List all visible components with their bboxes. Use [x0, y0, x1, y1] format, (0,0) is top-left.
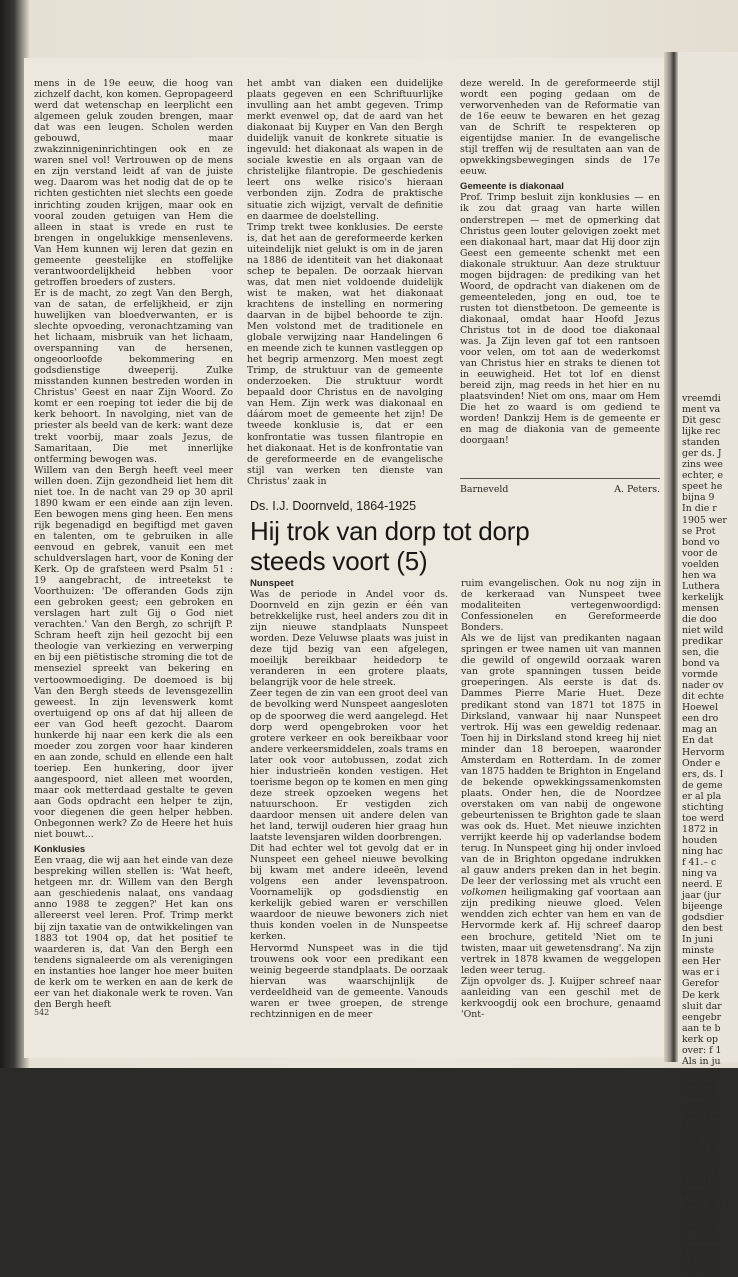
facing-page-line: maar é	[682, 1144, 716, 1156]
facing-page-line: minste	[682, 945, 715, 957]
facing-page-line: was er i	[682, 967, 720, 979]
page-number: 542	[34, 1008, 50, 1017]
facing-page-line: toe werd	[682, 812, 724, 824]
paragraph: mens in de 19e eeuw, die hoog van zichzelf dacht, kon komen. Gepropageerd werd dat wetenschap en leerplicht een algemeen geluk zouden brengen, maar dat was een leugen. Scholen werden gebouwd, maar zwakzinnigeninrichtingen ook en ze waren snel vol! Vertrouwen op de mens en zijn verstand leidt af van de juiste weg. Daarom was het nodig dat de op te richten gestichten niet slechts een goede inrichting zouden krijgen, maar ook en vooral zouden getuigen van Hem die alleen in staat is vrede en rust te brengen in ongelukkige mensenlevens. Van Hem kunnen wij leren dat gezin en gemeente geestelijke en stoffelijke verantwoordelijkheid hebben voor getroffen broeders of zusters.	[34, 78, 233, 288]
facing-page-line: Hoewel	[682, 702, 718, 714]
facing-page-line: vormde	[682, 669, 718, 681]
paragraph: Een vraag, die wij aan het einde van deze bespreking willen stellen is: 'Wat heeft, hetgeen mr. dr. Willem van den Bergh aan geschiedenis nalaat, ons vandaag anno 1988 te zeggen?' Het kan ons allereerst veel leren. Prof. Trimp merkt bij zijn taxatie van de ontwikkelingen van 1883 tot 1904 op, dat het positief te waarderen is, dat Van den Bergh een tendens signaleerde om als verenigingen en instanties hoe langer hoe meer buiten de kerk om te werken en aan de kerk de eer van het diakonale werk te roven. Van den Bergh heeft	[34, 855, 233, 1010]
facing-page-line: bond vo	[682, 536, 720, 548]
text-run: Als we de lijst van predikanten nagaan springen er twee namen uit van mannen die gewild of ongewild oorzaak waren van grote spanningen tussen beide groeperingen. Als eerste is dat ds. Dammes Pierre Marie Huet. Deze predikant stond van 1871 tot 1875 in Dirksland, vanwaar hij naar Nunspeet vertrok. Hij was een geweldig redenaar. Toen hij in Dirksland stond kreeg hij niet minder dan 18 beroepen, waaronder Amsterdam en Rotterdam. In de zomer van 1875 hadden te Brighton in Engeland de bekende opwekkingssamenkomsten plaats. Onder hen, die de Noordzee overstaken om van nabij de ongewone gebeurtenissen te Brighton gade te slaan was ook ds. Huet. Met nieuwe inzichten verrijkt keerde hij op vaderlandse bodem terug. In Nunspeet ging hij onder invloed van de in Brighton opgedane indrukken al gauw anders preken dan in het begin. De leer der verlossing met als vrucht een	[461, 633, 661, 888]
facing-page-line: ken. Da	[682, 1177, 719, 1189]
facing-page-line: Christel	[682, 1254, 720, 1266]
facing-page-line: In juni	[682, 934, 713, 946]
signature-place: Barneveld	[460, 484, 509, 495]
facing-page-line: godsdier	[682, 912, 724, 924]
facing-page-line: 1872 in	[682, 823, 718, 835]
paragraph: ruim evangelischen. Ook nu nog zijn in de kerkeraad van Nunspeet twee modaliteiten vertegenwoordigd: Confessionelen en Gereformeerde Bonders.	[461, 578, 661, 634]
facing-page-line: Als in ju	[682, 1055, 721, 1067]
facing-page-line: En dat	[682, 735, 714, 747]
text-column-3	[460, 78, 660, 478]
facing-page-line: voor de	[682, 547, 718, 559]
facing-page-line: standen	[682, 437, 720, 449]
facing-page-line: voelden	[682, 558, 720, 570]
facing-page-line: niet lijd	[682, 1265, 719, 1277]
text-column-5	[461, 578, 661, 1018]
facing-page-line: verteld.	[682, 1088, 719, 1100]
facing-page-line: echter, e	[682, 470, 724, 482]
facing-page-line: die doo	[682, 613, 717, 625]
facing-page-line: lijk ond	[682, 1122, 718, 1134]
facing-page-line: sen, die	[682, 647, 719, 659]
facing-page-line: Luthera	[682, 580, 720, 592]
facing-page-line: stichting	[682, 801, 724, 813]
facing-page-line: predikar	[682, 636, 723, 648]
paragraph: Hervormd Nunspeet was in die tijd trouwens ook voor een predikant een weinig begeerde standplaats. De oorzaak hiervan was waarschijnlijk de verdeeldheid van de gemeente. Vanouds waren er twee groepen, de strenge rechtzinnigen en de meer	[250, 942, 448, 1020]
facing-page-line: daarna	[682, 1077, 716, 1089]
paragraph: Er is de macht, zo zegt Van den Bergh, van de satan, de erfelijkheid, er zijn huwelijken van bloedverwanten, er is slechte opvoeding, veronachtzaming van het lichaam, misbruik van het lichaam, overspanning van de hersenen, ongeoorloofde bekommering en godsdienstige dweeperij. Zulke misstanden kunnen bestreden worden in Christus' Geest en naar Zijn Woord. Zo komt er een roeping tot ieder die bij de kerk behoort. In navolging, niet van de priester als beeld van de kerk: want deze trekt voorbij, maar zoals Jezus, de Samaritaan, Die met innerlijke ontferming bewogen was.	[34, 287, 233, 465]
facing-page-line: in de ge	[682, 1066, 721, 1078]
facing-page-line: Doornve	[682, 1111, 723, 1123]
facing-page-line: hen wa	[682, 569, 717, 581]
facing-page-line: bijeenge	[682, 901, 723, 913]
paragraph: Zijn opvolger ds. J. Kuijper schreef naar aanleiding van een geschil met de kerkvoogdij ook een brochure, genaamd 'Ont-	[461, 975, 661, 1020]
article-kicker: Ds. I.J. Doornveld, 1864-1925	[250, 499, 417, 513]
facing-page-line: proeven	[682, 1243, 721, 1255]
facing-page-line: houden	[682, 834, 718, 846]
facing-page-line: f 41.– c	[682, 856, 717, 868]
facing-page-line: nader ov	[682, 680, 724, 692]
subheading-gemeente-is-diakonaal: Gemeente is diakonaal	[460, 181, 564, 193]
facing-page-line: de geme	[682, 779, 723, 791]
facing-page-line: ten geb	[682, 1210, 718, 1222]
paragraph: Prof. Trimp besluit zijn konklusies — en ik zou dat graag van harte willen onderstrepen — met de opmerking dat Christus geen louter gelovigen zoekt met een diakonaal hart, maar dat Hij door zijn Geest een gemeente schenkt met een diakonale struktuur. Aan deze struktuur mogen bijdragen: de prediking van het Woord, de opdracht van diakenen om de gemeenteleden, jong en oud, toe te rusten tot dienstbetoon. De gemeente is diakonaal, omdat haar Hoofd Jezus Christus tot in de dood toe diakonaal was. Ja Zijn leven gaf tot een rantsoen voor velen, om tot aan de wederkomst van Christus hier en straks te dienen tot in eeuwigheid. Het tot lof en dienst bereid zijn, mag reeds in het hier en nu plaatsvinden! Niet om ons, maar om Hem Die het zo waard is om gediend te worden! Dankzij Hem is de gemeente er en mag de diakonia van de gemeente doorgaan!	[460, 192, 660, 447]
facing-page-line: christeli	[682, 1155, 721, 1167]
facing-page-line: zins wee	[682, 459, 723, 471]
paragraph: Zeer tegen de zin van een groot deel van de bevolking werd Nunspeet aangesloten op de spoorweg die werd aangelegd. Het dorp werd opengebroken voor het grotere verkeer en ook bereikbaar voor andere verkeersmiddelen, zoals trams en later ook voor autobussen, zodat zich hier industrieën konden vestigen. Het toerisme begon op te komen en men ging deze streek opzoeken wegens het natuurschoon. Er vestigden zich daardoor mensen uit andere delen van het land, terwijl ouderen hier graag hun laatste levensjaren wilden doorbrengen.	[250, 688, 448, 844]
facing-page-line: se Prot	[682, 525, 716, 537]
text-column-4	[250, 578, 448, 1018]
facing-page-line: wordt h	[682, 1166, 719, 1178]
paragraph: Was de periode in Andel voor ds. Doornveld en zijn gezin er één van betrekkelijke rust, heel anders zou dit in zijn nieuwe standplaats Nunspeet worden. Deze Veluwse plaats was juist in deze tijd bezig van een afgelegen, moeilijk bereikbaar heidedorp te veranderen in een grotere plaats, belangrijk voor de hele streek.	[250, 589, 448, 689]
facing-page-line: Hervorm	[682, 746, 725, 758]
facing-page-line: ning hac	[682, 845, 723, 857]
facing-page-line: den best	[682, 923, 723, 935]
facing-page-line: klein te	[682, 1188, 718, 1200]
facing-page-line: aan te b	[682, 1022, 721, 1034]
facing-page-line: mag an	[682, 724, 718, 736]
signature-author: A. Peters.	[614, 484, 660, 495]
facing-page-line: daarbij	[682, 1221, 716, 1233]
paragraph	[461, 633, 661, 975]
facing-page-line: een Her	[682, 956, 721, 968]
facing-page-line: ning va	[682, 868, 717, 880]
facing-page-line: daar óf i	[682, 1199, 722, 1211]
facing-page-line: ger ds. J	[682, 448, 722, 460]
paragraph: het ambt van diaken een duidelijke plaats gegeven en een Schriftuurlijke invulling aan het ambt gegeven. Trimp merkt evenwel op, dat de aard van het diakonaat bij Kuyper en Van den Bergh duidelijk vanuit de konkrete situatie is ingevuld: het diakonaat als wapen in de sociale kwestie en als orgaan van de christelijke filantropie. De geschiedenis leert ons welke risico's hieraan verbonden zijn. Zodra de praktische situatie zich wijzigt, vervalt de definitie en daarmee de doelstelling.	[247, 78, 443, 222]
facing-page-line: dit echte	[682, 691, 724, 703]
facing-page-line: er al pla	[682, 790, 722, 802]
facing-page-line: sluit dar	[682, 1000, 722, 1012]
facing-page-line: IJ. Door	[682, 1232, 718, 1244]
facing-page-line: neerd. E	[682, 879, 723, 891]
facing-page-line: ers, ds. I	[682, 768, 724, 780]
paragraph: Trimp trekt twee konklusies. De eerste is, dat het aan de gereformeerde kerken uiteindelijk niet gelukt is om in de jaren na 1886 de identiteit van het diakonaat schep te bepalen. De oorzaak hiervan was, dat men niet voldoende duidelijk wist te maken, wat het diakonaat krachtens de instelling en normering daarvan in de bijbel behoorde te zijn. Men volstond met de traditionele en globale verwijzing naar Handelingen 6 en meende zich te kunnen vastleggen op het begrip armenzorg. Men moest zegt Trimp, de struktuur van de gemeente onderzoeken. Die struktuur wordt bepaald door Christus en de navolging van Hem. Zijn werk was diakonaal en dáárom moet de gemeente het zijn! De tweede konklusie is, dat er een konfrontatie was tussen filantropie en het diakonaat. Het is de konfrontatie van de gereformeerde en de evangelische stijl van werken ten dienste van Christus' zaak in	[247, 221, 443, 487]
facing-page-line: vreemdi	[682, 393, 721, 404]
facing-page-line: 1905 wer	[682, 514, 727, 526]
paragraph: deze wereld. In de gereformeerde stijl wordt een poging gedaan om de verworvenheden van de Reformatie van de 16e eeuw te bewaren en het gezag van de Schrift te respekteren op eigentijdse manier. In de evangelische stijl treffen wij de resultaten aan van de opwekkingsbewegingen sinds de 17e eeuw.	[460, 78, 660, 178]
facing-page-line: een dro	[682, 713, 719, 725]
facing-page-line: speet he	[682, 481, 723, 493]
facing-page-line: Dit gesc	[682, 415, 721, 427]
facing-page-line: bijna 9	[682, 492, 715, 504]
facing-page-line: ment va	[682, 404, 721, 416]
book-spine	[664, 52, 678, 1062]
paragraph: Willem van den Bergh heeft veel meer willen doen. Zijn gezondheid liet hem dit niet toe. In de nacht van 29 op 30 april 1890 kwam er een einde aan zijn leven. Een bewogen mens ging heen. Een mens rijk begenadigd en begiftigd met gaven en talenten, om te gebruiken in alle eenvoud en gebrek, vanuit een met schuldverslagen hart, voor de Koning der Kerk. Op de grafsteen werd Psalm 51 : 19 aangebracht, de intreetekst te Voorthuizen: 'De offeranden Gods zijn een gebroken geest; een gebroken en verslagen hart zult Gij o God niet verachten.' Van den Bergh, zo schrijft P. Schram heeft zijn heil gezocht bij een theologie van verkiezing en verwerping en bij een piëtistische stroming die tot de menseziel spreekt van bekering en vertoowmoediging. De doemoed is bij Van den Bergh steeds de levensgezellin geweest. In zijn levenswerk komt overtuigend op ons af dat hij alleen de eer van God heeft gezocht. Daarom hunkerde hij naar een kerk die als een moeder zou zorgen voor haar kinderen en aan zonde, schuld en ellende een halt toeriep. Een hunkering, door ijver aangespoord, niet alleen met woorden, maar ook metterdaad gestalte te geven aan Gods opdracht een helper te zijn, voor diegenen die geen helper hebben. Onbegonnen werk? Zo de Heere het huis niet bouwt...	[34, 464, 233, 841]
facing-page-line: Gerefor	[682, 978, 719, 990]
facing-page-text-fragments	[682, 393, 738, 1277]
facing-page-line: De kerk	[682, 989, 720, 1001]
facing-page-line: kerkelijk	[682, 591, 724, 603]
facing-page-line: kerk op	[682, 1033, 719, 1045]
facing-page-line: mensen	[682, 602, 719, 614]
subheading-nunspeet: Nunspeet	[250, 578, 294, 589]
facing-page-line: ring var	[682, 1133, 720, 1145]
facing-page-line: niet wild	[682, 624, 724, 636]
signature-rule	[460, 478, 660, 479]
italic-word: volkomen	[461, 887, 507, 899]
paragraph: Dit had echter wel tot gevolg dat er in Nunspeet een geheel nieuwe bevolking bij kwam met andere ideeën, levend volgens een ander levenspatroon. Voornamelijk op godsdienstig en kerkelijk gebied waren er verschillen waardoor de nieuwe bewoners zich niet thuis konden voelen in de Nunspeetse kerken.	[250, 843, 448, 943]
subheading-konklusies: Konklusies	[34, 844, 86, 856]
text-run: heiligmaking gaf voortaan aan zijn prediking nieuwe gloed. Velen wendden zich echter van hem en van de Hervormde kerk af. Hij schreef daarop een brochure, getiteld 'Niet om te twisten, maar uit gewetensdrang'. Na zijn vertrek in 1878 kwamen de weggelopen leden weer terug.	[461, 887, 661, 976]
facing-page-line: In die r	[682, 503, 717, 515]
facing-page-line: over: f 1	[682, 1044, 722, 1056]
facing-page-line: jaar (jur	[682, 890, 721, 902]
facing-page-line: eengebr	[682, 1011, 722, 1023]
facing-page-line: bond va	[682, 658, 720, 670]
text-column-1	[34, 78, 233, 1016]
facing-page-line: zoon te	[682, 1100, 717, 1111]
article-headline: Hij trok van dorp tot dorp steeds voort (5)	[250, 516, 530, 576]
text-column-2	[247, 78, 443, 487]
facing-page-line: lijke rec	[682, 426, 721, 438]
facing-page-line: Onder e	[682, 757, 721, 769]
